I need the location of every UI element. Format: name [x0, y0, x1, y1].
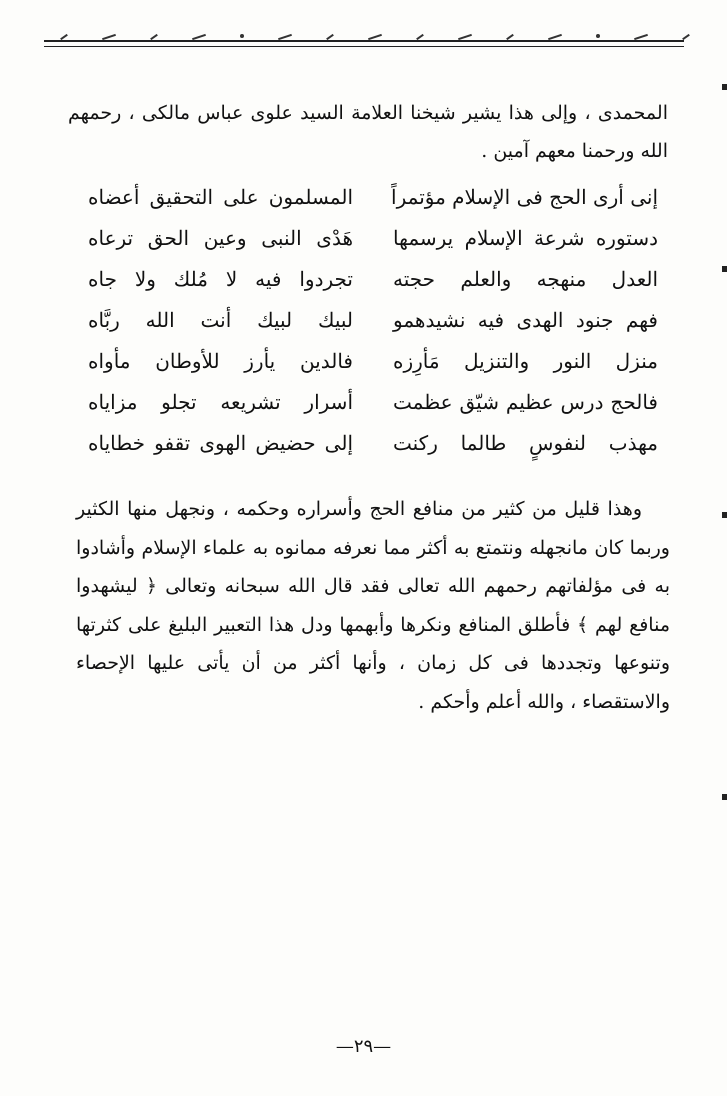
header-rule-thin	[44, 46, 684, 47]
verse-second-hemistich: المسلمون على التحقيق أعضاه	[88, 184, 353, 209]
poem-verse	[88, 381, 658, 422]
poem-verse	[88, 299, 658, 340]
poem	[88, 176, 658, 463]
intro-paragraph: المحمدى ، وإلى هذا يشير شيخنا العلامة السيد علوى عباس مالكى ، رحمهم الله ورحمنا معهم آمين .	[68, 102, 668, 162]
verse-first-hemistich: فالحج درس عظيم شيّق عظمت	[393, 389, 658, 414]
closing-section	[76, 490, 670, 721]
poem-verse	[88, 340, 658, 381]
verse-second-hemistich: هَدْى النبى وعين الحق ترعاه	[88, 225, 353, 250]
verse-first-hemistich: مهذب لنفوسٍ طالما ركنت	[393, 430, 658, 455]
header-mark	[240, 34, 244, 38]
verse-second-hemistich: لبيك لبيك أنت الله ربَّاه	[88, 307, 353, 332]
poem-verse	[88, 217, 658, 258]
closing-paragraph: وهذا قليل من كثير من منافع الحج وأسراره وحكمه ، ونجهل منها الكثير وربما كان مانجهله ونتمتع به أكثر مما نعرفه ممانوه به علماء الإسلام وأشادوا به فى مؤلفاتهم رحمهم الله تعالى فقد قال الله سبحانه وتعالى ﴿ ليشهدوا منافع لهم ﴾ فأطلق المنافع ونكرها وأبهمها ودل هذا التعبير البليغ على كثرتها وتنوعها وتجددها فى كل زمان ، وأنها أكثر من أن يأتى عليها الإحصاء والاستقصاء ، والله أعلم وأحكم .	[76, 498, 670, 713]
scan-edge-mark	[722, 512, 727, 518]
verse-second-hemistich: أسرار تشريعه تجلو مزاياه	[88, 389, 353, 414]
scan-edge-mark	[722, 84, 727, 90]
scan-edge-mark	[722, 794, 727, 800]
verse-second-hemistich: تجردوا فيه لا مُلك ولا جاه	[88, 266, 353, 291]
verse-first-hemistich: إنى أرى الحج فى الإسلام مؤتمراً	[391, 184, 658, 209]
verse-second-hemistich: إلى حضيض الهوى تقفو خطاياه	[88, 430, 353, 455]
verse-second-hemistich: فالدين يأرز للأوطان مأواه	[88, 348, 353, 373]
header-mark	[596, 34, 600, 38]
header-ornament	[60, 22, 690, 38]
header-rule	[44, 40, 684, 42]
verse-first-hemistich: دستوره شرعة الإسلام يرسمها	[393, 225, 658, 250]
poem-verse	[88, 422, 658, 463]
verse-first-hemistich: منزل النور والتنزيل مَأرِزه	[393, 348, 658, 373]
scan-edge-mark	[722, 266, 727, 272]
verse-first-hemistich: العدل منهجه والعلم حجته	[393, 266, 658, 291]
page-number: —٢٩—	[335, 1036, 392, 1057]
verse-first-hemistich: فهم جنود الهدى فيه نشيدهمو	[393, 307, 658, 332]
poem-verse	[88, 176, 658, 217]
poem-verse	[88, 258, 658, 299]
